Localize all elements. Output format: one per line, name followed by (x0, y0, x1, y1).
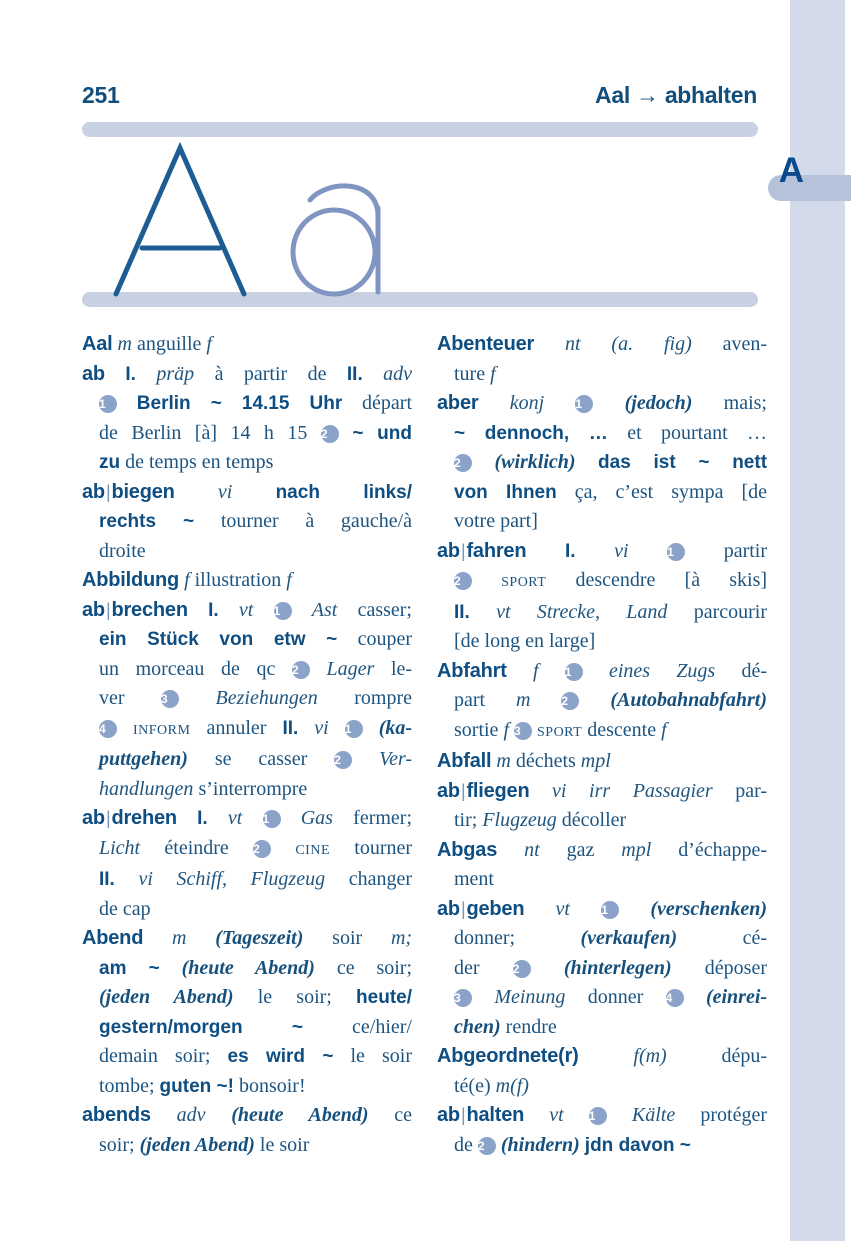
big-letter-Aa-graphic (104, 142, 424, 302)
entry-ab-geben (437, 895, 767, 1043)
dict-line (437, 686, 767, 716)
entry-abend (82, 924, 412, 1101)
entry-aber (437, 389, 767, 537)
headword: ab|halten (437, 1104, 525, 1126)
sense-number: 2 (292, 661, 310, 679)
headword: aber (437, 392, 479, 414)
bold-phrase: nach links/ (275, 481, 412, 503)
translation-text: changer (348, 868, 412, 890)
italic-label: f (184, 569, 190, 591)
bold-phrase: ~ dennoch, … (454, 422, 608, 444)
italic-label: m (172, 927, 187, 949)
bold-phrase: jdn davon ~ (584, 1134, 691, 1156)
translation-text: ça, c’est sympa [de (574, 480, 767, 503)
bold-phrase: I. (208, 599, 219, 621)
headword: Abend (82, 927, 144, 949)
dict-line (437, 865, 767, 895)
bold-phrase: II. (346, 363, 363, 385)
italic-label: vi (614, 539, 629, 562)
translation-text: départ (362, 392, 413, 414)
dict-line (82, 834, 412, 866)
translation-text: demain soir; (99, 1045, 211, 1067)
dict-line (82, 1101, 412, 1131)
entry-ab-halten (437, 1101, 767, 1160)
sense-gloss: (jeden Abend) (99, 986, 234, 1008)
bold-phrase: zu (99, 452, 121, 473)
dict-line (82, 983, 412, 1013)
dict-line (82, 566, 412, 596)
italic-label: Kälte (631, 1104, 676, 1126)
italic-label: Lager (326, 657, 375, 680)
italic-label: f (503, 718, 509, 741)
dict-line (82, 924, 412, 954)
headword: ab|drehen (82, 807, 177, 829)
sense-gloss: (heute Abend) (181, 956, 315, 979)
translation-text: annuler (206, 716, 267, 739)
sense-number: 1 (565, 663, 583, 681)
translation-text: ce/hier/ (352, 1015, 412, 1038)
translation-text: soir; (99, 1133, 135, 1156)
bold-phrase: Berlin ~ 14.15 Uhr (136, 393, 343, 414)
dict-line (437, 983, 767, 1013)
bold-phrase: II. (454, 601, 470, 623)
translation-text: [de long en large] (454, 630, 596, 652)
translation-text: le soir (259, 1133, 310, 1156)
sense-gloss: (Autobahnabfahrt) (610, 689, 768, 711)
dict-line (82, 360, 412, 390)
headword: ab|fliegen (437, 779, 530, 802)
dict-line (437, 1131, 767, 1161)
translation-text: rompre (354, 687, 412, 709)
italic-label: vi (314, 716, 329, 739)
entry-abfall (437, 747, 767, 777)
sense-number: 3 (161, 690, 179, 708)
dict-line (437, 598, 767, 628)
translation-text: skis] (729, 569, 768, 591)
translation-text: le- (390, 657, 413, 680)
column-left (82, 330, 412, 1160)
italic-label: m(f) (495, 1074, 529, 1097)
dict-line (82, 596, 412, 626)
headword-divider: | (460, 780, 466, 801)
italic-label: f (490, 362, 496, 385)
italic-label: konj (509, 392, 545, 414)
dict-line (82, 389, 412, 419)
dict-line (82, 655, 412, 685)
translation-text: ver (99, 687, 125, 709)
italic-label: f (661, 718, 667, 741)
dict-line (82, 895, 412, 925)
italic-label: m (496, 750, 511, 772)
dict-line (82, 448, 412, 478)
translation-text: parcourir (693, 600, 767, 623)
dict-line (437, 566, 767, 598)
translation-text: sortie (454, 718, 499, 741)
sense-number: 1 (345, 720, 363, 738)
translation-text: ce (394, 1104, 413, 1126)
italic-label: f (286, 569, 292, 591)
headword-divider: | (105, 599, 111, 620)
headword: Abgeordnete(r) (437, 1045, 579, 1067)
translation-text: der (454, 956, 480, 979)
italic-label: vt (238, 598, 254, 621)
dict-line (437, 448, 767, 478)
translation-text: de cap (99, 897, 151, 920)
sense-gloss: puttgehen) (99, 748, 188, 770)
dict-line (437, 360, 767, 390)
italic-label: f (206, 333, 212, 355)
dict-line (82, 1042, 412, 1072)
divider-bar-top (82, 122, 758, 137)
sense-gloss: (heute Abend) (231, 1104, 369, 1126)
translation-text: déchets (515, 750, 576, 772)
sense-gloss: (einrei- (705, 986, 768, 1008)
italic-label: vt (496, 600, 511, 623)
italic-label: mpl (580, 750, 611, 772)
dict-line (437, 747, 767, 777)
dict-line (437, 954, 767, 984)
italic-label: Licht (99, 836, 141, 859)
dict-line (437, 1013, 767, 1043)
translation-text: votre part] (454, 510, 538, 532)
dict-line (82, 775, 412, 805)
dict-line (437, 419, 767, 449)
translation-text: mais; (723, 392, 767, 414)
translation-text: se casser (214, 748, 308, 770)
headword: Aal (82, 333, 113, 355)
bold-phrase: I. (564, 540, 576, 562)
translation-text: cé- (742, 927, 767, 949)
dict-line (82, 507, 412, 537)
bold-phrase: II. (282, 717, 299, 739)
headword: ab|brechen (82, 598, 188, 621)
entry-abfahrt (437, 657, 767, 748)
italic-label: Passagier (632, 779, 713, 802)
sense-gloss: (hindern) (500, 1133, 580, 1156)
bold-phrase: ~ und (352, 422, 412, 444)
dict-line (437, 389, 767, 419)
sense-number: 2 (334, 751, 352, 769)
translation-text: ture (454, 362, 486, 385)
sense-number: 3 (514, 722, 532, 740)
sense-number: 1 (601, 901, 619, 919)
translation-text: casser; (357, 598, 412, 621)
sense-number: 1 (99, 395, 117, 413)
headword: Abfall (437, 750, 492, 772)
domain-label: CINE (295, 842, 330, 858)
translation-text: aven- (722, 333, 768, 355)
translation-text: partir (723, 539, 767, 562)
headword: ab|geben (437, 897, 525, 920)
sense-number: 2 (454, 454, 472, 472)
translation-text: par- (735, 779, 768, 802)
translation-text: tourner à gauche/à (220, 510, 412, 532)
translation-text: d’échappe- (678, 838, 768, 861)
entry-ab-brechen (82, 596, 412, 805)
headword-divider: | (460, 898, 466, 919)
sense-number: 2 (478, 1137, 496, 1155)
sense-gloss: (ka- (378, 716, 413, 739)
entry-ab-biegen (82, 478, 412, 567)
italic-label: vt (549, 1104, 564, 1126)
bold-phrase: I. (197, 808, 208, 829)
sense-gloss: (verschenken) (650, 897, 768, 920)
dict-line (82, 478, 412, 508)
headword-divider: | (460, 540, 466, 561)
translation-text: tir; (454, 809, 478, 831)
sense-gloss: (Tageszeit) (215, 927, 304, 949)
sense-gloss: (wirklich) (494, 451, 576, 473)
translation-text: té(e) (454, 1074, 491, 1097)
translation-text: fermer; (353, 807, 413, 829)
translation-text: dépu- (721, 1045, 767, 1067)
translation-text: illustration (194, 569, 282, 591)
bold-phrase: gestern/morgen ~ (99, 1016, 303, 1038)
translation-text: rendre (505, 1015, 557, 1038)
bold-phrase: heute/ (356, 987, 412, 1008)
headword-divider: | (105, 481, 111, 502)
dict-line (437, 777, 767, 807)
sense-gloss: (verkaufen) (580, 927, 678, 949)
translation-text: le soir (350, 1045, 412, 1067)
translation-text: le soir; (257, 986, 332, 1008)
dict-line (437, 895, 767, 925)
dict-line (437, 1101, 767, 1131)
translation-text: bonsoir! (238, 1074, 306, 1097)
translation-text: couper (357, 628, 412, 650)
sense-gloss: (jedoch) (624, 392, 693, 414)
italic-label: vi (217, 480, 233, 503)
translation-text: de Berlin [à] 14 h 15 (99, 421, 308, 444)
translation-text: et pourtant … (627, 421, 767, 444)
headword: ab (82, 362, 105, 385)
headword-divider: | (105, 808, 111, 828)
translation-text: de temps en temps (125, 451, 274, 473)
page-headword-range: Aal → abhalten (595, 82, 757, 108)
bold-phrase: I. (125, 363, 136, 385)
dict-line (82, 1072, 412, 1102)
italic-label: (a. fig) (611, 333, 692, 355)
dict-line (437, 924, 767, 954)
thumb-index-letter: A (778, 151, 804, 190)
dict-line (437, 716, 767, 748)
italic-label: Ver- (379, 748, 413, 770)
sense-number: 4 (666, 989, 684, 1007)
translation-text: droite (99, 539, 146, 562)
italic-label: nt (564, 333, 581, 355)
dict-line (82, 954, 412, 984)
dict-line (82, 1131, 412, 1161)
headword: Abgas (437, 838, 498, 861)
entry-abends (82, 1101, 412, 1160)
sense-number: 2 (561, 692, 579, 710)
entry-ab (82, 360, 412, 478)
domain-label: SPORT (537, 724, 583, 740)
dict-line (82, 330, 412, 360)
dict-line (82, 865, 412, 895)
italic-label: m; (390, 927, 413, 949)
headword: Abfahrt (437, 659, 507, 682)
headword-divider: | (460, 1105, 466, 1125)
sense-gloss: chen) (454, 1015, 501, 1038)
headword: abends (82, 1104, 151, 1126)
italic-label: Strecke, Land (536, 600, 668, 623)
italic-label: Ast (311, 598, 338, 621)
bold-phrase: es wird ~ (227, 1046, 334, 1067)
italic-label: Flugzeug (482, 809, 557, 831)
bold-phrase: guten ~! (159, 1075, 234, 1097)
translation-text: descendre (575, 569, 656, 591)
bold-phrase: das ist ~ nett (598, 452, 768, 473)
dict-line (437, 657, 767, 687)
entry-ab-fahren (437, 537, 767, 657)
italic-label: f (532, 659, 539, 682)
dict-line (437, 836, 767, 866)
translation-text: part (454, 689, 486, 711)
italic-label: f(m) (633, 1045, 667, 1067)
italic-label: adv (176, 1104, 206, 1126)
translation-text: [à (684, 569, 701, 591)
sense-number: 1 (263, 810, 281, 828)
dict-line (82, 1013, 412, 1043)
translation-text: soir (332, 927, 363, 949)
entry-abbildung (82, 566, 412, 596)
translation-text: donner; (454, 927, 516, 949)
chapter-letters-aa (104, 142, 424, 307)
entry-aal (82, 330, 412, 360)
sense-number: 3 (454, 989, 472, 1007)
entry-abenteuer (437, 330, 767, 389)
italic-label: m (117, 333, 132, 355)
italic-label: nt (524, 838, 540, 861)
translation-text: tourner (354, 836, 413, 859)
sense-number: 1 (274, 602, 292, 620)
sense-gloss: (jeden Abend) (139, 1133, 255, 1156)
sense-number: 1 (575, 395, 593, 413)
italic-label: eines Zugs (608, 659, 716, 682)
sense-gloss: (hinterlegen) (563, 956, 672, 979)
dict-line (437, 330, 767, 360)
sense-number: 2 (253, 840, 271, 858)
translation-text: ment (454, 868, 494, 890)
italic-label: vi irr (552, 779, 611, 802)
italic-label: m (516, 689, 531, 711)
translation-text: s’interrompre (198, 777, 308, 800)
dict-line (437, 478, 767, 508)
translation-text: à partir de (214, 362, 327, 385)
headword: Abenteuer (437, 333, 535, 355)
italic-label: mpl (621, 838, 652, 861)
italic-label: präp (156, 362, 195, 385)
headword: ab|fahren (437, 539, 527, 562)
dict-line (82, 714, 412, 746)
page-number: 251 (82, 82, 120, 108)
dict-line (437, 806, 767, 836)
bold-phrase: von Ihnen (454, 481, 557, 503)
italic-label: handlungen (99, 777, 194, 800)
dict-line (82, 537, 412, 567)
bold-phrase: am ~ (99, 957, 160, 979)
sense-number: 1 (667, 543, 685, 561)
sense-number: 2 (513, 960, 531, 978)
dict-line (437, 627, 767, 657)
sense-number: 4 (99, 720, 117, 738)
bold-phrase: rechts ~ (99, 511, 195, 532)
dict-line (437, 1042, 767, 1072)
translation-text: de (454, 1133, 473, 1156)
italic-label: Schiff, Flugzeug (176, 868, 326, 890)
sense-number: 1 (589, 1107, 607, 1125)
dict-line (82, 684, 412, 714)
translation-text: un morceau de qc (99, 657, 276, 680)
bold-phrase: ein Stück von etw ~ (99, 629, 338, 650)
entry-abgas (437, 836, 767, 895)
dict-line (82, 804, 412, 834)
translation-text: déposer (704, 956, 767, 979)
dict-line (82, 625, 412, 655)
italic-label: vt (555, 897, 570, 920)
italic-label: Gas (300, 807, 333, 829)
bold-phrase: II. (99, 869, 115, 890)
dict-line (82, 419, 412, 449)
translation-text: donner (587, 986, 644, 1008)
dict-line (437, 537, 767, 567)
italic-label: adv (383, 362, 413, 385)
translation-text: éteindre (164, 836, 229, 859)
italic-label: vt (227, 807, 243, 829)
translation-text: gaz (566, 838, 595, 861)
column-right (437, 330, 767, 1160)
translation-text: protéger (700, 1104, 767, 1126)
headword: Abbildung (82, 569, 180, 591)
translation-text: décoller (561, 809, 627, 831)
italic-label: Meinung (494, 986, 566, 1008)
sense-number: 2 (321, 425, 339, 443)
translation-text: descente (587, 718, 657, 741)
entry-ab-drehen (82, 804, 412, 924)
italic-label: Beziehungen (215, 687, 318, 709)
sense-number: 2 (454, 572, 472, 590)
entry-abgeordnete-r (437, 1042, 767, 1101)
italic-label: vi (138, 868, 153, 890)
entry-ab-fliegen (437, 777, 767, 836)
dict-line (82, 745, 412, 775)
translation-text: anguille (136, 333, 202, 355)
translation-text: ce soir; (336, 956, 413, 979)
dict-line (437, 507, 767, 537)
domain-label: INFORM (133, 722, 191, 738)
dict-line (437, 1072, 767, 1102)
headword: ab|biegen (82, 480, 175, 503)
domain-label: SPORT (501, 575, 547, 590)
translation-text: tombe; (99, 1074, 155, 1097)
translation-text: dé- (741, 659, 767, 682)
